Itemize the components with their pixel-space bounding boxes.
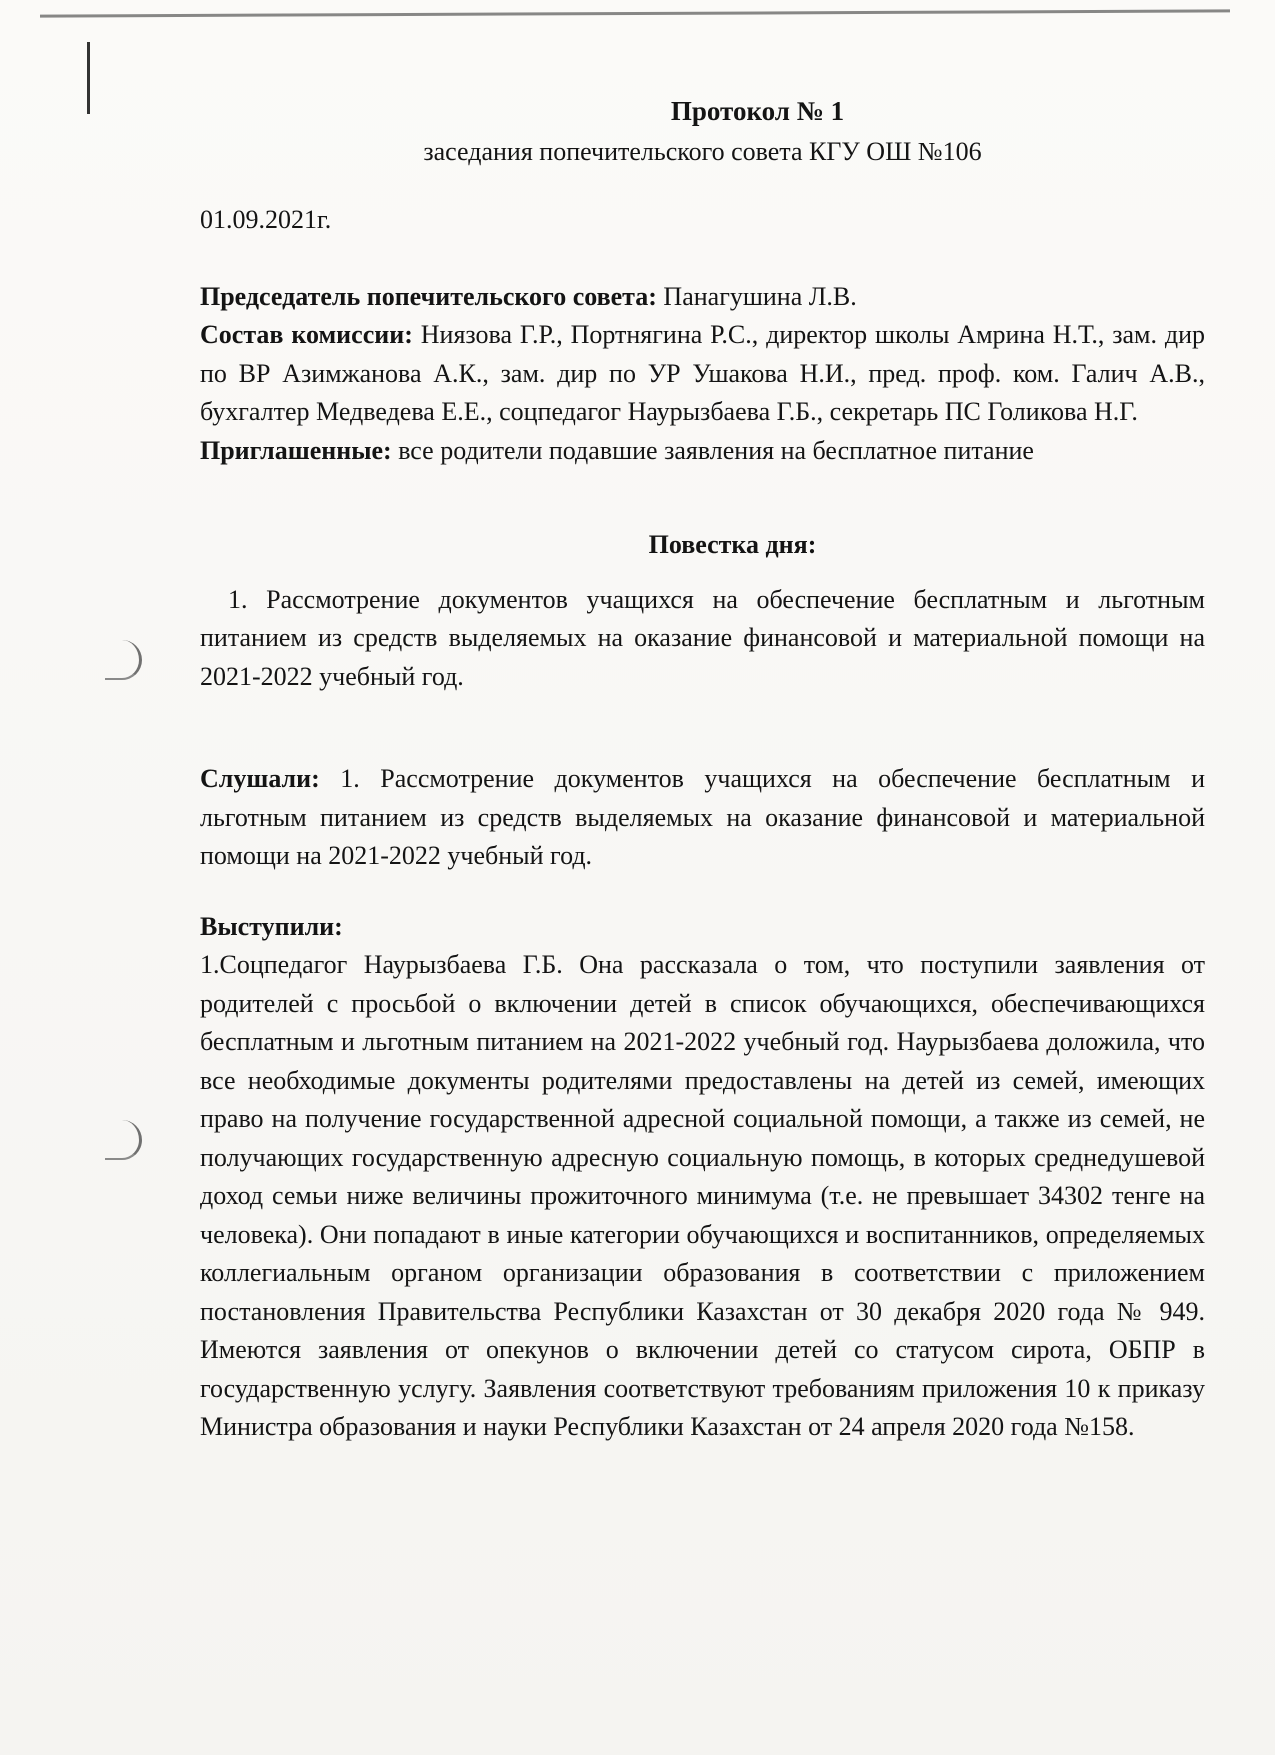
chair-value: Панагушина Л.В. bbox=[663, 281, 857, 311]
invited-line bbox=[200, 432, 1205, 471]
agenda-item: 1. Рассмотрение документов учащихся на обеспечение бесплатным и льготным питанием из средств выделяемых на оказание финансовой и материальной помощи на 2021-2022 учебный год. bbox=[200, 584, 1205, 691]
scan-top-edge bbox=[40, 9, 1230, 17]
heard-section bbox=[200, 760, 1205, 876]
spoke-label: Выступили: bbox=[200, 911, 343, 941]
scan-margin-mark bbox=[87, 42, 90, 114]
spoke-text: 1.Соцпедагог Наурызбаева Г.Б. Она рассказала о том, что поступили заявления от родителей с просьбой о включении детей в список обучающихся, обеспечивающихся бесплатным и льготным питанием на 2021-2022 учебный год. Наурызбаева доложила, что все необходимые документы родителями предоставлены на детей из семей, имеющих право на получение государственной адресной социальной помощи, а также из семей, не получающих государственную адресную социальную помощь, в которых среднедушевой доход семьи ниже величины прожиточного минимума (т.е. не превышает 34302 тенге на человека). Они попадают в иные категории обучающихся и воспитанников, определяемых коллегиальным органом организации образования в соответствии с приложением постановления Правительства Республики Казахстан от 30 декабря 2020 года № 949. Имеются заявления от опекунов о включении детей со статусом сирота, ОБПР в государственную услугу. Заявления соответствуют требованиям приложения 10 к приказу Министра образования и науки Республики Казахстан от 24 апреля 2020 года №158. bbox=[200, 950, 1205, 1441]
agenda-title: Повестка дня: bbox=[648, 530, 817, 559]
punch-hole-mark bbox=[105, 1120, 142, 1160]
chair-line bbox=[200, 278, 1205, 317]
invited-label: Приглашенные: bbox=[200, 435, 392, 465]
commission-value: Ниязова Г.Р., Портнягина Р.С., директор школы Амрина Н.Т., зам. дир по ВР Азимжанова А.К., зам. дир по УР Ушакова Н.И., пред. проф. ком. Галич А.В., бухгалтер Медведева Е.Е., соцпедагог Наурызбаева Г.Б., секретарь ПС Голикова Н.Г. bbox=[200, 320, 1206, 426]
protocol-subtitle: заседания попечительского совета КГУ ОШ №106 bbox=[423, 136, 982, 166]
protocol-title: Протокол № 1 bbox=[670, 96, 845, 126]
protocol-date: 01.09.2021г. bbox=[200, 205, 332, 234]
punch-hole-mark bbox=[105, 640, 142, 680]
commission-label: Состав комиссии: bbox=[200, 320, 413, 349]
commission-line bbox=[200, 316, 1205, 432]
invited-value: все родители подавшие заявления на бесплатное питание bbox=[398, 435, 1034, 465]
chair-label: Председатель попечительского совета: bbox=[200, 281, 657, 311]
document-body bbox=[200, 92, 1205, 1447]
heard-text: 1. Рассмотрение документов учащихся на обеспечение бесплатным и льготным питанием из средств выделяемых на оказание финансовой и материальной помощи на 2021-2022 учебный год. bbox=[200, 764, 1205, 870]
heard-label: Слушали: bbox=[200, 764, 320, 793]
